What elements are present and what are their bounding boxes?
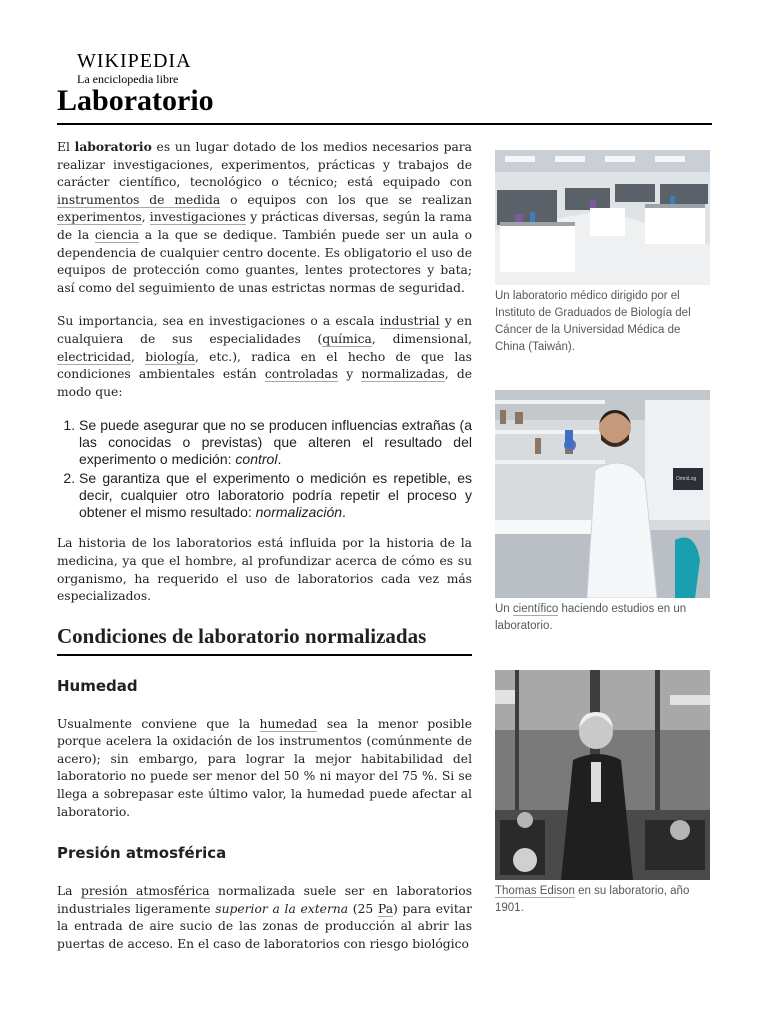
text-run: Su importancia, sea en investigaciones o a escala: [57, 314, 380, 329]
text-run: , de modo que:: [57, 367, 473, 399]
text-run: a la que se dedique. También puede ser un aula o dependencia de cualquier centro docente. Es obligatorio el uso de equipos de protección como guantes, lentes protectores y bata; así como del seguimiento de unas estrictas normas de seguridad.: [57, 227, 472, 295]
scientist-photo-image[interactable]: [495, 390, 710, 598]
text-run: haciendo estudios en un laboratorio.: [495, 603, 687, 632]
text-run: .: [277, 451, 282, 468]
link-biologia[interactable]: biología: [145, 349, 195, 364]
link-normalizadas[interactable]: normalizadas: [361, 367, 445, 382]
list-item: [79, 470, 472, 521]
title-divider: [57, 123, 712, 125]
text-run: El: [57, 140, 75, 154]
intro-paragraph-3: La historia de los laboratorios está influida por la historia de la medicina, ya que el hombre, al profundizar acerca de cómo es su organismo, ha requerido el uso de laboratorios cada vez más especializados.: [57, 536, 472, 604]
text-run: o equipos con los que se realizan: [220, 192, 472, 207]
text-run: en su laboratorio, año 1901.: [495, 885, 690, 914]
link-instrumentos-de-medida[interactable]: instrumentos de medida: [57, 192, 221, 207]
figure-caption: [495, 601, 710, 635]
link-ciencia[interactable]: ciencia: [94, 227, 140, 242]
list-item: [79, 417, 472, 468]
subsection-heading-presion: Presión atmosférica: [57, 844, 227, 863]
text-run: Se puede asegurar que no se producen influencias extrañas (a las conocidas o previstas) que alteren el resultado del experimento o medición:: [79, 417, 472, 468]
bold-term: laboratorio: [74, 139, 152, 154]
emphasis: superior a la externa: [215, 901, 349, 916]
emphasis: normalización: [255, 504, 343, 521]
text-run: y en cualquiera de sus especialidades (: [57, 314, 473, 346]
figure-caption: [495, 883, 710, 917]
conditions-list: [57, 417, 472, 521]
instrument-screen-label: OmniLog: [676, 476, 697, 482]
text-run: y prácticas diversas, según la rama de la: [57, 210, 472, 242]
article-body: [57, 138, 472, 970]
text-run: La: [57, 884, 81, 899]
link-thomas-edison[interactable]: Thomas Edison: [495, 885, 575, 897]
text-run: ,: [131, 349, 146, 364]
text-run: sea la menor posible porque acelera la oxidación de los instrumentos (comúnmente de acero); sin embargo, para lograr la mejor habitabilidad del laboratorio no puede ser menor del 50 % ni mayor del 75 %. Si se llega a sobrepasar este último valor, la humedad puede afectar al laboratorio.: [57, 716, 473, 819]
link-humedad[interactable]: humedad: [259, 716, 318, 731]
text-run: ,: [141, 210, 150, 225]
figure-lab-taiwan: [495, 150, 710, 356]
link-investigaciones[interactable]: investigaciones: [149, 210, 246, 225]
text-run: Un: [495, 603, 513, 615]
text-run: Se garantiza que el experimento o medición es repetible, es decir, cualquier otro laboratorio podría repetir el proceso y obtener el mismo resultado:: [79, 470, 472, 521]
link-controladas[interactable]: controladas: [264, 367, 339, 382]
link-electricidad[interactable]: electricidad: [57, 349, 132, 364]
figure-caption: Un laboratorio médico dirigido por el Instituto de Graduados de Biología del Cáncer de la Universidad Médica de China (Taiwán).: [495, 290, 691, 353]
humedad-paragraph: [57, 716, 472, 822]
lab-photo-image[interactable]: [495, 150, 710, 285]
text-run: , etc.), radica en el hecho de que las condiciones ambientales están: [57, 349, 472, 382]
text-run: .: [342, 504, 346, 521]
text-run: es un lugar dotado de los medios necesarios para realizar investigaciones, experimentos, prácticas y trabajos de carácter científico, tecnológico o técnico; está equipado con: [57, 140, 472, 190]
link-presion-atmosferica[interactable]: presión atmosférica: [80, 884, 210, 899]
link-pa[interactable]: Pa: [377, 901, 394, 916]
figure-scientist: [495, 390, 710, 635]
emphasis: control: [235, 451, 278, 468]
text-run: ) para evitar la entrada de aire sucio de las zonas de producción al abrir las puertas de acceso. En el caso de laboratorios con riesgo biológico: [57, 901, 473, 952]
link-industrial[interactable]: industrial: [379, 314, 440, 329]
text-run: , dimensional,: [371, 331, 472, 346]
text-run: normalizada suele ser en laboratorios industriales ligeramente: [57, 884, 473, 916]
figure-edison: [495, 670, 710, 917]
edison-photo-image[interactable]: [495, 670, 710, 880]
intro-paragraph-1: [57, 138, 472, 297]
link-experimentos[interactable]: experimentos: [57, 210, 142, 225]
text-run: (25: [348, 901, 378, 916]
presion-paragraph: [57, 883, 472, 953]
wikipedia-tagline: La enciclopedia libre: [77, 72, 179, 86]
wikipedia-logo[interactable]: [77, 50, 207, 86]
link-quimica[interactable]: química: [322, 331, 372, 346]
wikipedia-wordmark: WIKIPEDIA: [77, 50, 192, 72]
section-heading: Condiciones de laboratorio normalizadas: [57, 624, 472, 656]
link-cientifico[interactable]: científico: [512, 603, 559, 615]
intro-paragraph-2: [57, 313, 472, 401]
page-title: Laboratorio: [57, 84, 214, 117]
subsection-heading-humedad: Humedad: [57, 676, 138, 695]
text-run: y: [338, 367, 362, 382]
text-run: Usualmente conviene que la: [57, 716, 260, 731]
